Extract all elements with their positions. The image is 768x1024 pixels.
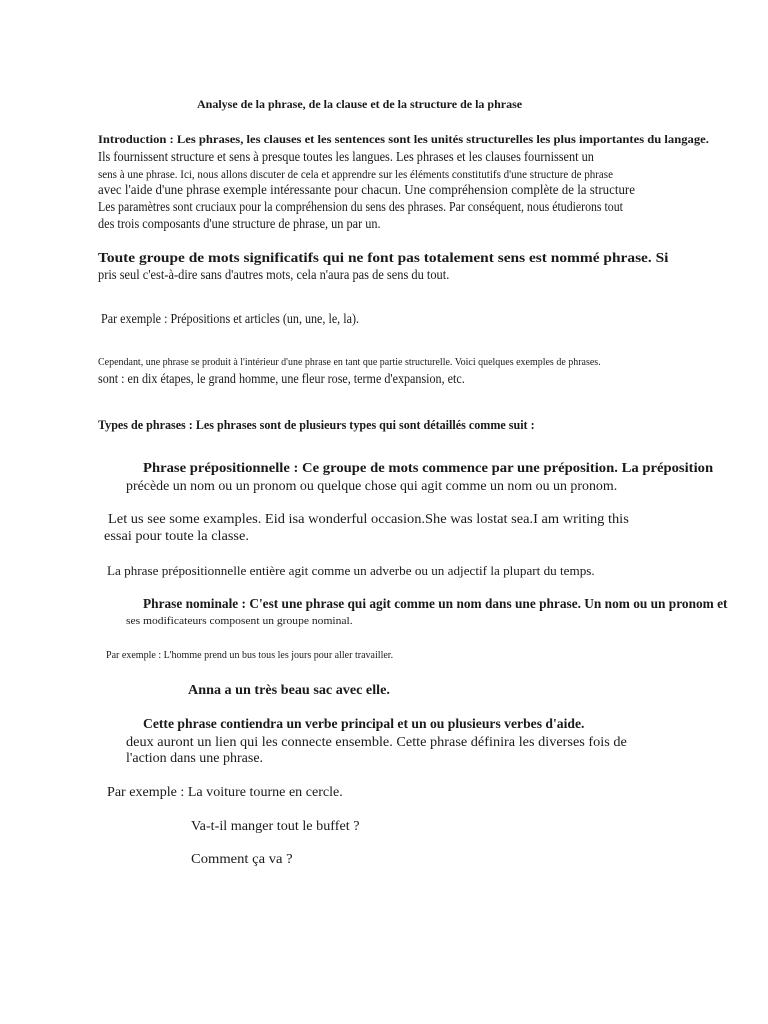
however-line-2: sont : en dix étapes, le grand homme, une fleur rose, terme d'expansion, etc. [98,372,465,387]
intro-line-3: sens à une phrase. Ici, nous allons discuter de cela et apprendre sur les éléments constitutifs d'une structure de phrase [98,167,613,181]
prepositional-examples-1: Let us see some examples. Eid isa wonderful occasion.She was lostat sea.I am writing this [108,512,629,527]
prepositional-examples-2: essai pour toute la classe. [104,529,249,544]
page-title: Analyse de la phrase, de la clause et de la structure de la phrase [197,97,523,111]
intro-line-5: Les paramètres sont cruciaux pour la compréhension du sens des phrases. Par conséquent, nous étudierons tout [98,200,623,215]
definition-line-1: Toute groupe de mots significatifs qui ne font pas totalement sens est nommé phrase. Si [98,251,669,266]
definition-line-2: pris seul c'est-à-dire sans d'autres mots, cela n'aura pas de sens du tout. [98,268,450,283]
intro-line-1: Introduction : Les phrases, les clauses et les sentences sont les unités structurelles les plus importantes du langage. [98,132,709,146]
nominal-example: Par exemple : L'homme prend un bus tous les jours pour aller travailler. [106,649,394,661]
prepositional-heading: Phrase prépositionnelle : Ce groupe de mots commence par une préposition. La préposition [143,461,714,476]
nominal-heading: Phrase nominale : C'est une phrase qui agit comme un nom dans une phrase. Un nom ou un pronom et [143,597,728,612]
intro-line-2: Ils fournissent structure et sens à presque toutes les langues. Les phrases et les clauses fournissent un [98,150,594,165]
prepositional-line-2: précède un nom ou un pronom ou quelque chose qui agit comme un nom ou un pronom. [126,479,618,494]
types-heading: Types de phrases : Les phrases sont de plusieurs types qui sont détaillés comme suit : [98,417,535,432]
example-prepositions: Par exemple : Prépositions et articles (un, une, le, la). [101,312,359,327]
verbal-heading: Cette phrase contiendra un verbe principal et un ou plusieurs verbes d'aide. [143,717,585,732]
verbal-line-2: deux auront un lien qui les connecte ensemble. Cette phrase définira les diverses fois de [126,735,627,750]
nominal-example-2: Anna a un très beau sac avec elle. [188,683,390,698]
verbal-example-1: Par exemple : La voiture tourne en cercle. [107,785,343,800]
verbal-example-3: Comment ça va ? [191,852,293,867]
verbal-example-2: Va-t-il manger tout le buffet ? [191,819,360,834]
however-line-1: Cependant, une phrase se produit à l'intérieur d'une phrase en tant que partie structurelle. Voici quelques exemples de phrases. [98,356,601,368]
intro-line-4: avec l'aide d'une phrase exemple intéressante pour chacun. Une compréhension complète de la structure [98,183,635,198]
verbal-line-3: l'action dans une phrase. [126,751,264,766]
nominal-line-2: ses modificateurs composent un groupe nominal. [126,615,353,627]
intro-line-6: des trois composants d'une structure de phrase, un par un. [98,217,381,232]
prepositional-note: La phrase prépositionnelle entière agit comme un adverbe ou un adjectif la plupart du temps. [107,563,595,578]
